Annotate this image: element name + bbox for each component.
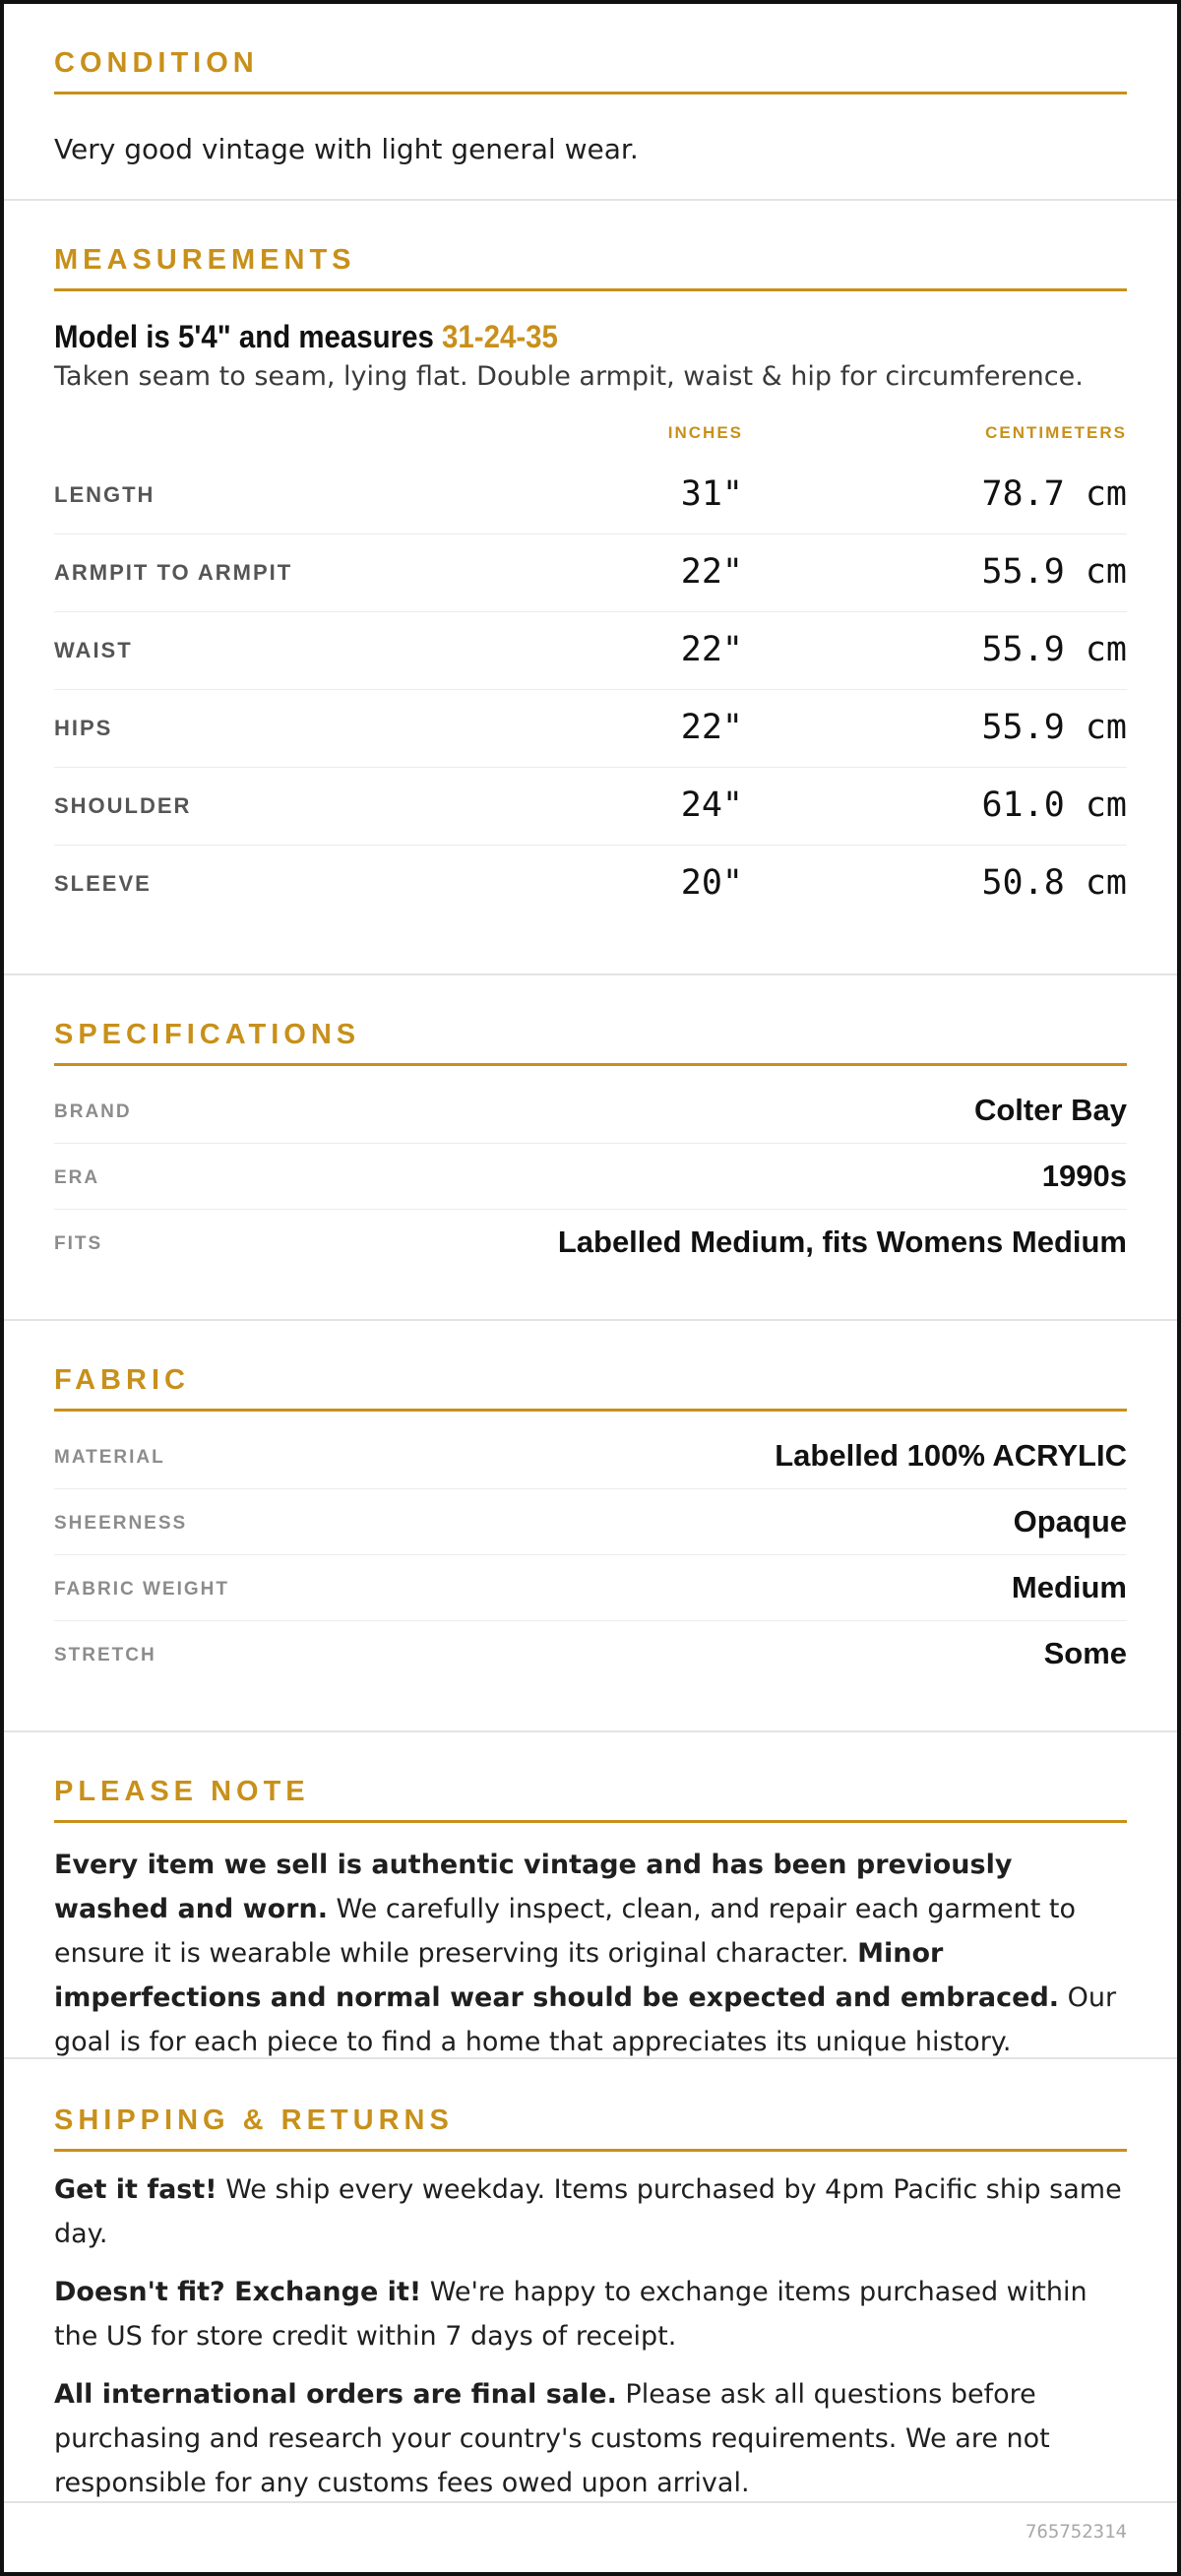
measurement-inches: 22" [680,708,743,747]
measurement-row-sleeve [54,846,1127,923]
please-note-section [4,1732,1177,2059]
fabric-list [54,1423,1127,1687]
specifications-list [54,1078,1127,1276]
model-measures-prefix: Model is 5'4" and measures [54,319,443,354]
spec-row-fits [54,1210,1127,1276]
shipping-bold-3: All international orders are final sale. [54,2379,617,2410]
measurement-cm: 55.9 cm [981,552,1127,592]
measurements-table [54,457,1127,923]
measurement-cm: 61.0 cm [981,785,1127,825]
shipping-returns-heading: SHIPPING & RETURNS [54,2105,1127,2152]
spec-label: ERA [54,1167,100,1188]
fabric-row-material [54,1423,1127,1489]
spec-value: Colter Bay [973,1093,1127,1127]
please-note-bold-1: Every item we sell is authentic vintage and has been previously washed and worn. [54,1850,1013,1924]
measurement-label: ARMPIT TO ARMPIT [54,560,293,585]
shipping-paragraph-fast [54,2168,1127,2256]
fabric-value: Medium [1011,1570,1127,1604]
shipping-paragraph-exchange [54,2270,1127,2358]
fabric-label: SHEERNESS [54,1513,188,1534]
condition-text: Very good vintage with light general wear. [54,133,639,165]
fabric-row-sheerness [54,1489,1127,1555]
please-note-text [54,1843,1127,2064]
measurement-cm: 78.7 cm [981,474,1127,514]
measurement-row-armpit [54,534,1127,612]
measurement-row-length [54,457,1127,534]
please-note-text-1: We carefully inspect, clean, and repair each garment to ensure it is wearable while preserving its original character. [54,1894,1077,1969]
please-note-heading: PLEASE NOTE [54,1776,1127,1823]
measurement-row-shoulder [54,768,1127,846]
spec-row-era [54,1144,1127,1210]
measurement-cm: 55.9 cm [981,630,1127,669]
fabric-label: FABRIC WEIGHT [54,1579,229,1600]
fabric-value: Some [1043,1636,1127,1670]
shipping-returns-section [4,2059,1177,2503]
measurement-row-hips [54,690,1127,768]
spec-value: 1990s [1041,1159,1127,1193]
measurement-inches: 22" [680,552,743,592]
measurement-inches: 24" [680,785,743,825]
measurement-inches: 22" [680,630,743,669]
measurement-row-waist [54,612,1127,690]
condition-heading: CONDITION [54,47,1127,94]
spec-label: BRAND [54,1101,132,1122]
spec-row-brand [54,1078,1127,1144]
condition-section [4,4,1177,201]
inches-column-header: INCHES [667,423,743,442]
measurements-section [4,201,1177,975]
measurement-cm: 50.8 cm [981,863,1127,903]
centimeters-column-header: CENTIMETERS [985,423,1127,442]
shipping-text-1: We ship every weekday. Items purchased by 4pm Pacific ship same day. [54,2174,1122,2249]
measurement-method-note: Taken seam to seam, lying flat. Double armpit, waist & hip for circumference. [54,361,1084,392]
fabric-value: Labelled 100% ACRYLIC [775,1438,1127,1473]
spec-value: Labelled Medium, fits Womens Medium [557,1225,1127,1259]
spec-label: FITS [54,1233,103,1254]
fabric-label: STRETCH [54,1645,156,1665]
fabric-row-stretch [54,1621,1127,1687]
measurement-label: SLEEVE [54,871,152,896]
measurement-label: HIPS [54,716,113,740]
please-note-text-2: Our goal is for each piece to find a home that appreciates its unique history. [54,1982,1117,2057]
fabric-section [4,1321,1177,1732]
measurements-column-headers [54,406,1127,457]
shipping-text-3: Please ask all questions before purchasing and research your country's customs requirements. We are not responsible for any customs fees owed upon arrival. [54,2379,1050,2498]
specifications-heading: SPECIFICATIONS [54,1019,1127,1066]
measurement-cm: 55.9 cm [981,708,1127,747]
shipping-paragraph-international [54,2372,1127,2505]
please-note-bold-2: Minor imperfections and normal wear should be expected and embraced. [54,1938,1060,2013]
specifications-section [4,975,1177,1321]
shipping-bold-2: Doesn't fit? Exchange it! [54,2277,422,2307]
fabric-heading: FABRIC [54,1364,1127,1412]
measurement-label: LENGTH [54,482,155,507]
measurement-label: WAIST [54,638,133,662]
measurement-inches: 20" [680,863,743,903]
product-id: 765752314 [1026,2521,1127,2543]
model-measures-value: 31-24-35 [442,319,558,354]
shipping-bold-1: Get it fast! [54,2174,218,2205]
measurements-heading: MEASUREMENTS [54,244,1127,291]
fabric-value: Opaque [1013,1504,1127,1539]
fabric-row-weight [54,1555,1127,1621]
shipping-text-2: We're happy to exchange items purchased within the US for store credit within 7 days of receipt. [54,2277,1088,2352]
measurement-label: SHOULDER [54,793,192,818]
measurement-inches: 31" [680,474,743,514]
model-measures-line [54,319,1041,355]
fabric-label: MATERIAL [54,1447,165,1468]
